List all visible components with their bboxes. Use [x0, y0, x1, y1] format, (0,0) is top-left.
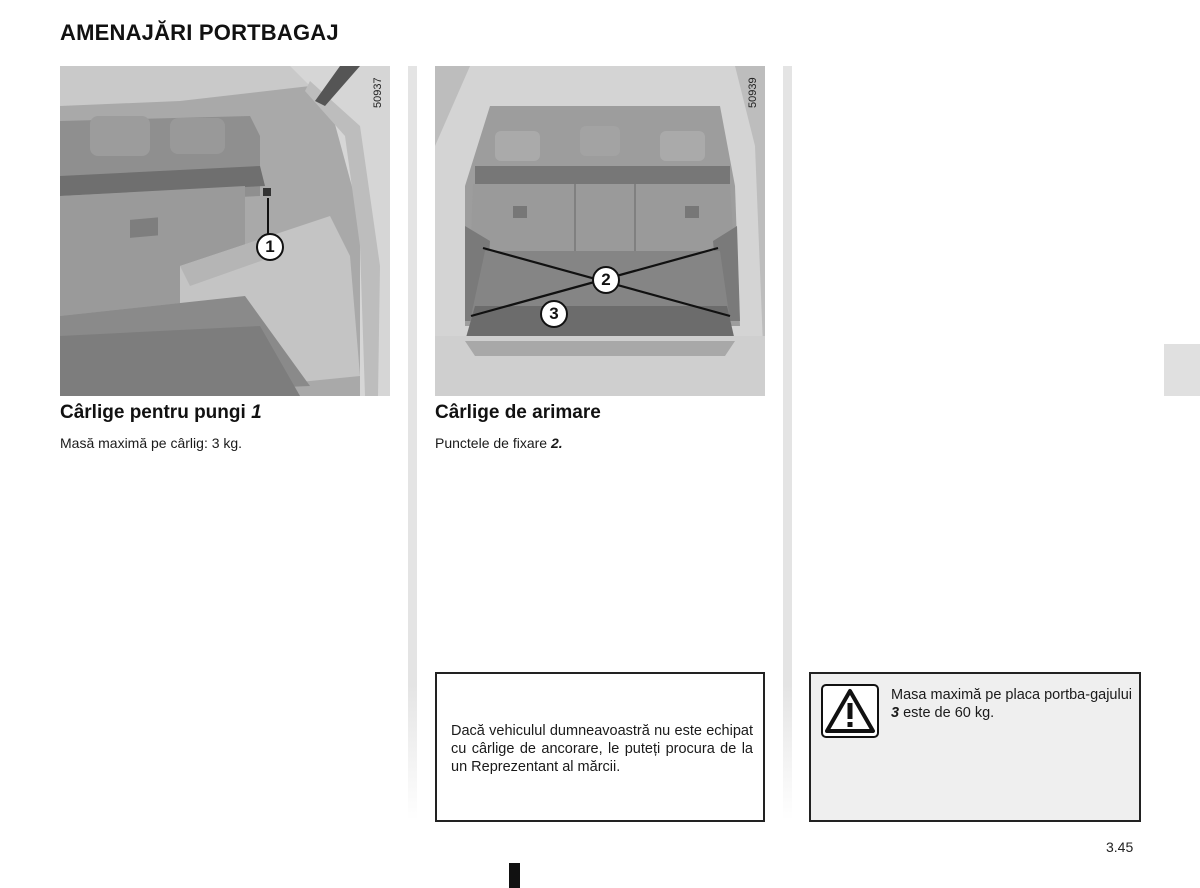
- warning-text-suffix: este de 60 kg.: [899, 705, 995, 721]
- section-title-lashing-hooks: Cârlige de arimare: [435, 402, 601, 423]
- warning-text-ref: 3: [891, 705, 900, 721]
- figure-code-50939: 50939: [747, 77, 759, 108]
- callout-1: 1: [256, 233, 284, 261]
- note-box: [435, 672, 765, 822]
- callout-3: 3: [540, 300, 568, 328]
- crop-mark: [509, 863, 520, 888]
- chapter-side-tab: [1164, 344, 1200, 396]
- section-title-text: Cârlige pentru pungi: [60, 402, 246, 423]
- figure-shopping-bag-hooks: [60, 66, 390, 396]
- warning-text: [891, 686, 1141, 722]
- warning-text-prefix: Masa maximă pe placa portba-gajului: [891, 687, 1132, 703]
- figure-lashing-hooks: [435, 66, 765, 396]
- section-title-ref: 1: [251, 402, 262, 423]
- section-title-bag-hooks: [60, 402, 262, 424]
- warning-icon-frame: [821, 684, 879, 738]
- callout-2: 2: [592, 266, 620, 294]
- column-separator-left: [408, 66, 417, 820]
- lashing-hooks-body: [435, 435, 563, 451]
- lashing-hooks-body-text: Punctele de fixare: [435, 435, 551, 451]
- column-separator-right: [783, 66, 792, 820]
- note-text: Dacă vehiculul dumneavoastră nu este echipat cu cârlige de ancorare, le puteți procura de la un Reprezentant al mărcii.: [451, 723, 753, 775]
- lashing-hooks-body-ref: 2.: [550, 435, 563, 451]
- figure-code-50937: 50937: [372, 77, 384, 108]
- warning-box: [809, 672, 1141, 822]
- bag-hooks-body: Masă maximă pe cârlig: 3 kg.: [60, 435, 243, 451]
- page-title: AMENAJĂRI PORTBAGAJ: [60, 20, 339, 45]
- page-number: 3.45: [1106, 839, 1134, 855]
- warning-triangle-icon: [823, 686, 877, 736]
